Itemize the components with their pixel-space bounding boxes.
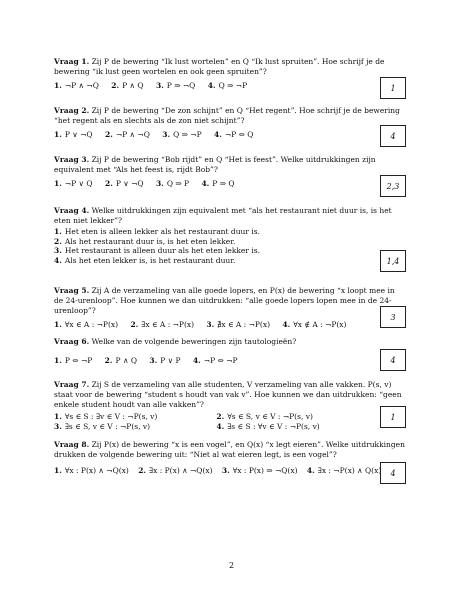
question-3 <box>54 155 406 189</box>
question-text: Zij S de verzameling van alle studenten, V verzameling van alle vakken. P(s, v) staat voor de bewering “student s houdt van vak v”. Hoe kunnen we dan uitdrukken: “geen enkele student houdt van alle vakken”? <box>54 380 402 409</box>
question-text: Zij P(x) de bewering “x is een vogel”, en Q(x) “x legt eieren”. Welke uitdrukkingen drukken de volgende bewering uit: “Niet al wat eieren legt, is een vogel”? <box>54 440 405 459</box>
question-text: Welke uitdrukkingen zijn equivalent met “als het restaurant niet duur is, is het eten niet lekker”? <box>54 206 392 225</box>
question-label: Vraag 8. <box>54 440 90 449</box>
question-text: Zij P de bewering “Ik lust wortelen” en Q “Ik lust spruiten”. Hoe schrijf je de bewering “ik lust geen wortelen en ook geen spruiten”? <box>54 57 385 76</box>
option[interactable]: 4. Als het eten lekker is, is het restaurant duur. <box>54 255 236 265</box>
option[interactable]: 1. ¬P ∨ Q <box>54 179 93 188</box>
question-text: Zij A de verzameling van alle goede lopers, en P(x) de bewering “x loopt mee in de 24-urenloop”. Hoe kunnen we dan uitdrukken: “alle goede lopers lopen mee in de 24-urenloop”? <box>54 286 395 315</box>
option[interactable]: 4. ¬P ⇔ Q <box>214 130 254 139</box>
option[interactable]: 2. ∃x ∈ A : ¬P(x) <box>130 320 195 329</box>
question-1 <box>54 57 406 91</box>
question-6 <box>54 337 406 366</box>
options-row <box>54 130 406 140</box>
option[interactable]: 2. ∀s ∈ S, v ∈ V : ¬P(s, v) <box>216 412 313 421</box>
option[interactable]: 2. Als het restaurant duur is, is het eten lekker. <box>54 236 236 246</box>
answer-box-8: 4 <box>380 462 406 484</box>
option[interactable]: 1. ¬P ∧ ¬Q <box>54 81 99 90</box>
answer-box-4: 1,4 <box>380 250 406 272</box>
option[interactable]: 4. ∀x ∉ A : ¬P(x) <box>282 320 347 329</box>
options-row <box>54 422 406 432</box>
question-label: Vraag 4. <box>54 206 90 215</box>
option[interactable]: 3. ∃s ∈ S, v ∈ V : ¬P(s, v) <box>54 422 151 431</box>
options-row <box>54 466 406 476</box>
question-label: Vraag 7. <box>54 380 90 389</box>
option[interactable]: 1. ∀x : P(x) ∧ ¬Q(x) <box>54 466 129 475</box>
question-label: Vraag 5. <box>54 286 90 295</box>
option[interactable]: 4. ¬P ⇔ ¬P <box>192 356 238 365</box>
option[interactable]: 4. ∃s ∈ S : ∀v ∈ V : ¬P(s, v) <box>216 422 320 431</box>
question-8 <box>54 440 406 476</box>
options-row <box>54 412 406 422</box>
option[interactable]: 1. ∀s ∈ S : ∃v ∈ V : ¬P(s, v) <box>54 412 158 421</box>
option[interactable]: 1. Het eten is alleen lekker als het restaurant duur is. <box>54 227 260 236</box>
question-text: Zij P de bewering “Bob rijdt” en Q “Het is feest”. Welke uitdrukkingen zijn equivalent met “Als het feest is, rijdt Bob”? <box>54 155 376 174</box>
option[interactable]: 4. P ⇒ Q <box>201 179 235 188</box>
question-7 <box>54 380 406 432</box>
options-row <box>54 179 406 189</box>
answer-box-5: 3 <box>380 306 406 328</box>
answer-box-1: 1 <box>380 77 406 99</box>
question-text: Welke van de volgende beweringen zijn tautologieën? <box>91 337 297 346</box>
options-row <box>54 356 406 366</box>
answer-box-3: 2,3 <box>380 175 406 197</box>
option[interactable]: 3. P ⇒ ¬Q <box>155 81 196 90</box>
question-5 <box>54 286 406 330</box>
answer-box-6: 4 <box>380 349 406 371</box>
option[interactable]: 3. ∀x : P(x) ⇒ ¬Q(x) <box>221 466 298 475</box>
option[interactable]: 1. P ∨ ¬Q <box>54 130 93 139</box>
question-label: Vraag 3. <box>54 155 90 164</box>
option[interactable]: 3. Het restaurant is alleen duur als het eten lekker is. <box>54 246 260 255</box>
question-label: Vraag 1. <box>54 57 90 66</box>
question-label: Vraag 6. <box>54 337 90 346</box>
option[interactable]: 3. P ∨ P <box>149 356 181 365</box>
options-list <box>54 227 406 265</box>
question-text: Zij P de bewering “De zon schijnt” en Q “Het regent”. Hoe schrijf je de bewering “het regent als en slechts als de zon niet schijnt”? <box>54 106 400 125</box>
option[interactable]: 4. Q ⇒ ¬P <box>207 81 248 90</box>
answer-box-7: 1 <box>380 406 406 428</box>
option[interactable]: 4. ∃x : ¬P(x) ∧ Q(x) <box>306 466 382 475</box>
option[interactable]: 1. P ⇔ ¬P <box>54 356 93 365</box>
option[interactable]: 3. ∄x ∈ A : ¬P(x) <box>206 320 271 329</box>
option[interactable]: 3. Q ⇒ P <box>155 179 190 188</box>
option[interactable]: 2. P ∧ Q <box>111 81 144 90</box>
option[interactable]: 1. ∀x ∈ A : ¬P(x) <box>54 320 119 329</box>
option[interactable]: 2. P ∧ Q <box>104 356 137 365</box>
options-row <box>54 81 406 91</box>
question-label: Vraag 2. <box>54 106 90 115</box>
page-number: 2 <box>228 561 235 570</box>
question-2 <box>54 106 406 140</box>
answer-box-2: 4 <box>380 125 406 147</box>
options-row <box>54 320 406 330</box>
question-4 <box>54 206 406 265</box>
option[interactable]: 3. Q ⇒ ¬P <box>162 130 202 139</box>
option[interactable]: 2. ¬P ∧ ¬Q <box>104 130 150 139</box>
option[interactable]: 2. ∃x : P(x) ∧ ¬Q(x) <box>138 466 213 475</box>
option[interactable]: 2. P ∨ ¬Q <box>104 179 144 188</box>
